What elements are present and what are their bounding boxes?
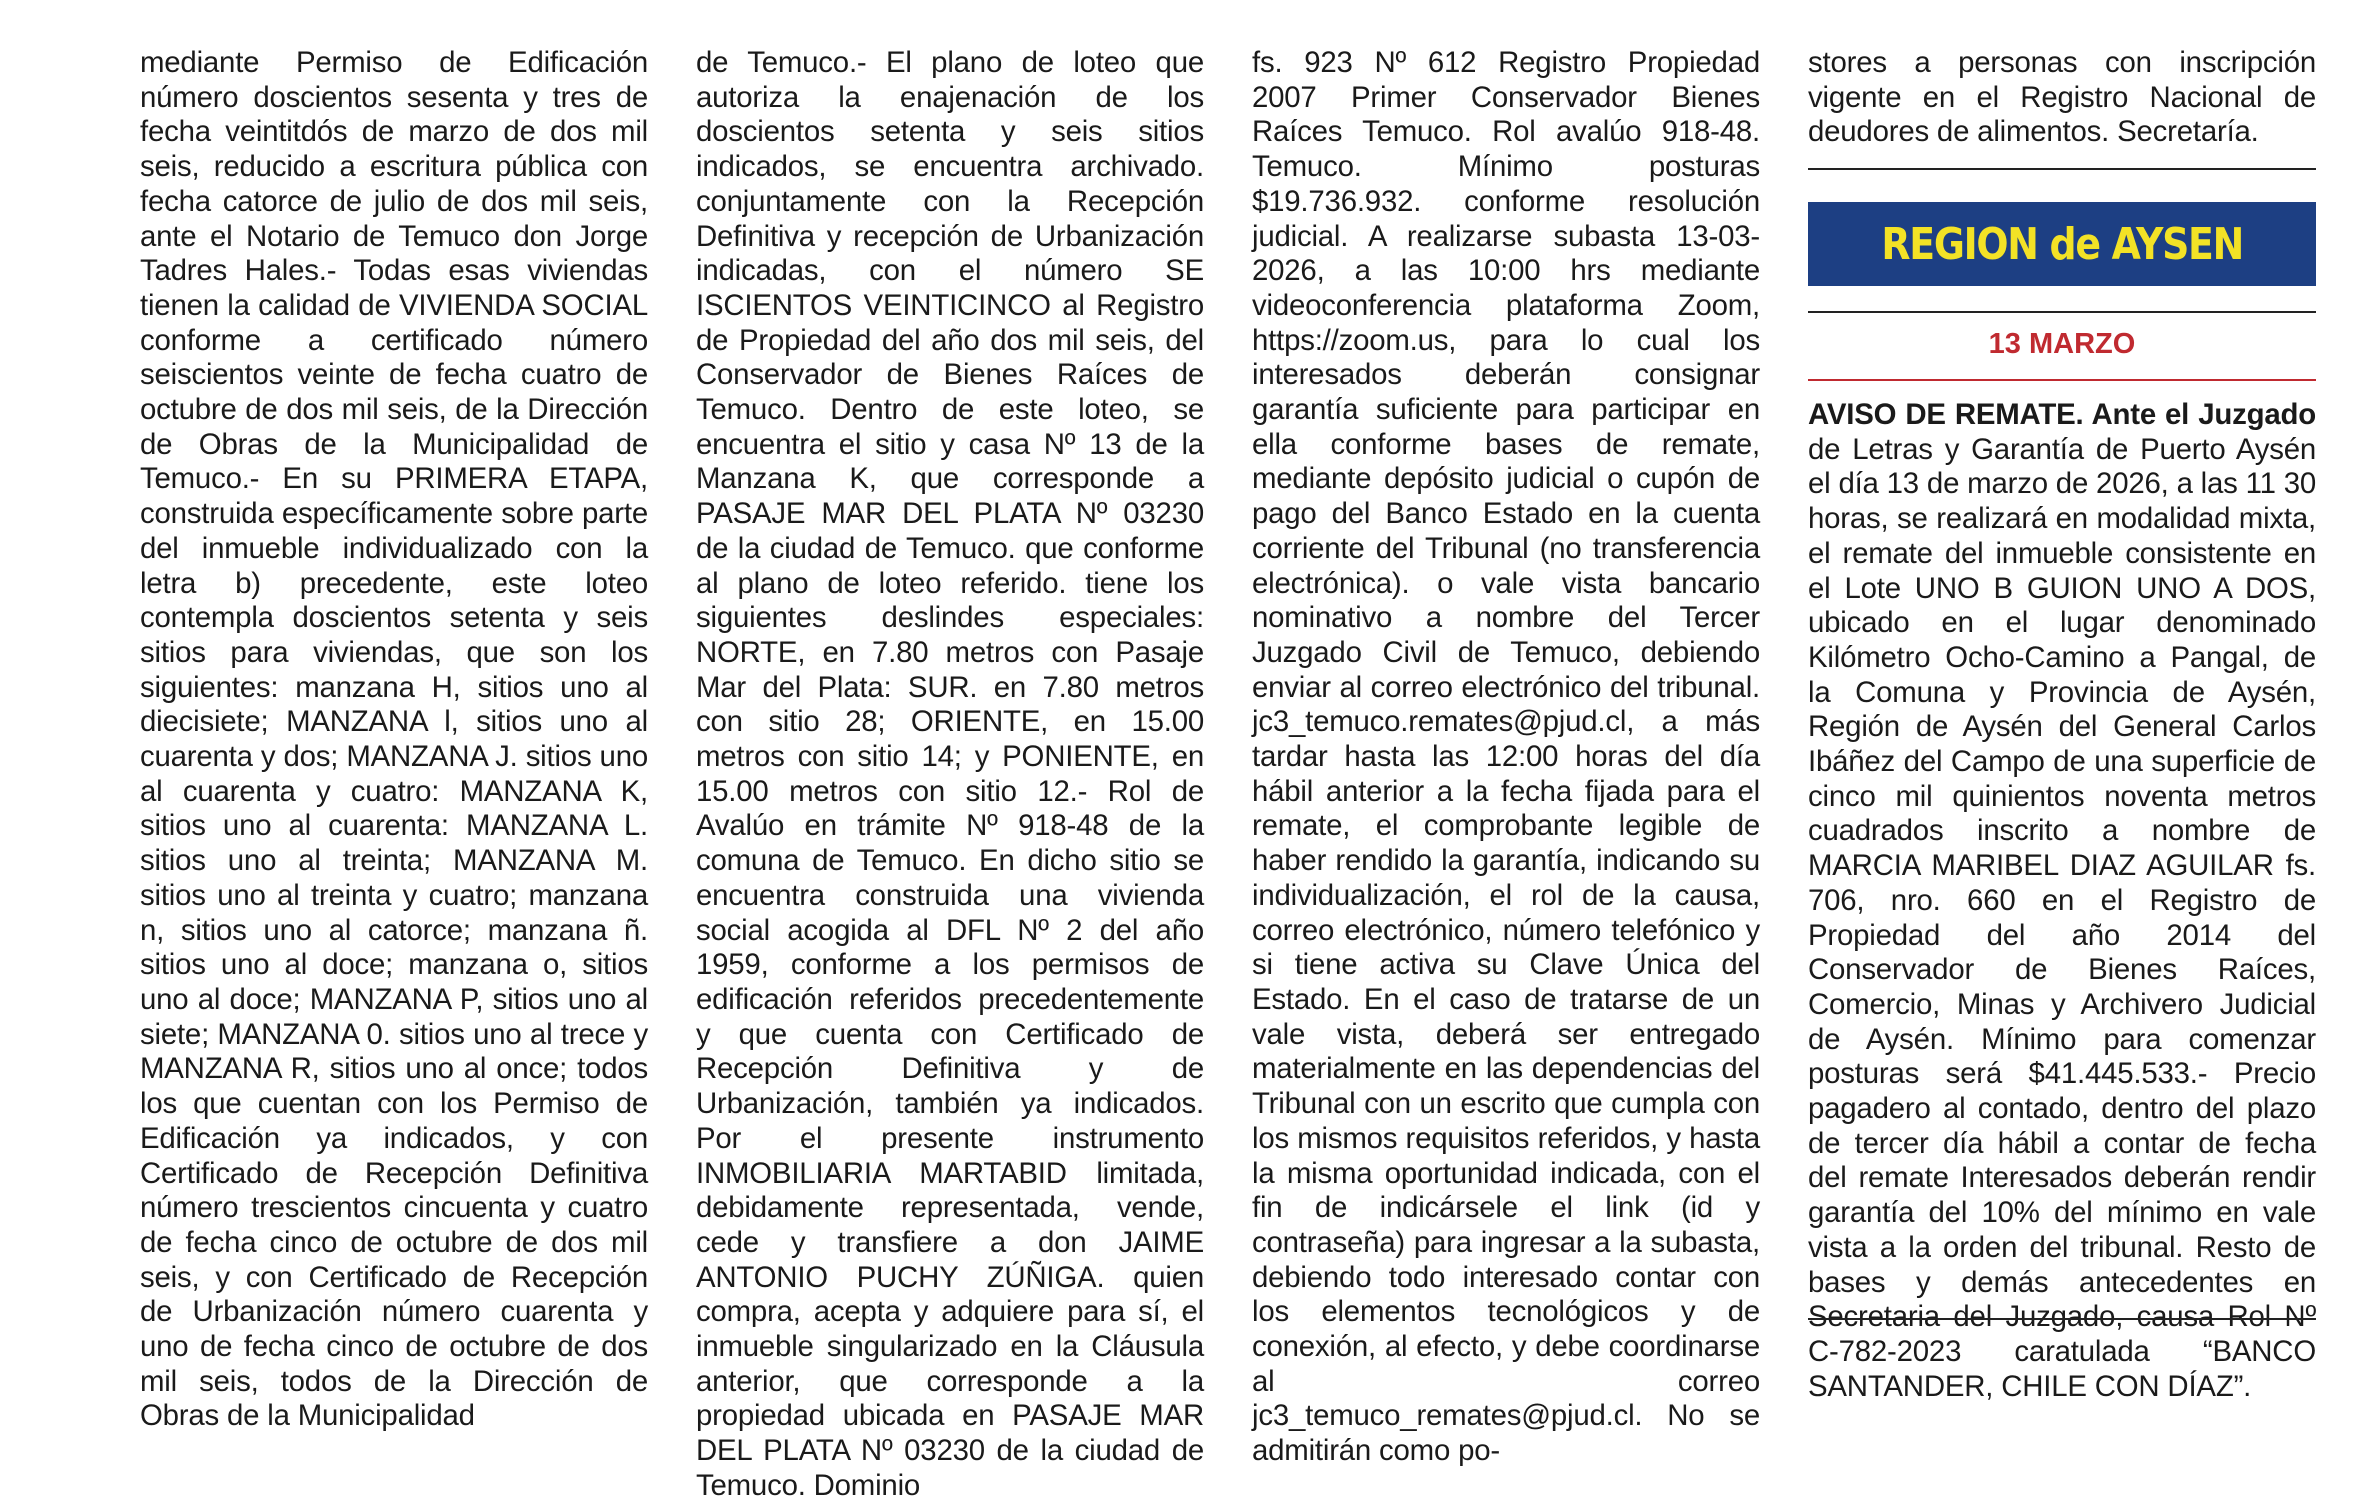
auction-notice-lead: AVISO DE REMATE. Ante el Juzgado [1808, 398, 2316, 431]
auction-notice [1808, 398, 2316, 1404]
column-3-text [1252, 46, 1760, 1469]
auction-notice-body: de Letras y Garantía de Puerto Aysén el día 13 de marzo de 2026, a las 11 30 horas, se realizará en modalidad mixta, el remate del inmueble consistente en el Lote UNO B GUION UNO A DOS, ubicado en el lugar denominado Kilómetro Ocho-Camino a Pangal, de la Comuna y Provincia de Aysén, Región de Aysén del General Carlos Ibáñez del Campo de una superficie de cinco mil quinientos noventa metros cuadrados inscrito a nombre de MARCIA MARIBEL DIAZ AGUILAR fs. 706, nro. 660 en el Registro de Propiedad del año 2014 del Conservador de Bienes Raíces, Comercio, Minas y Archivero Judicial de Aysén. Mínimo para comenzar posturas será $41.445.533.- Precio pagadero al contado, dentro del plazo de tercer día hábil a contar de fecha del remate Interesados deberán rendir garantía del 10% del mínimo en vale vista a la orden del tribunal. Resto de bases y demás antecedentes en Secretaria del Juzgado, causa Rol Nº C-782-2023 caratulada “BANCO SANTANDER, CHILE CON DÍAZ”. [1808, 432, 2316, 1403]
region-title: REGION de AYSEN [1881, 218, 2243, 270]
column-1-text [140, 46, 648, 1434]
column-2-paragraph: de Temuco.- El plano de loteo que autoriza la enajenación de los doscientos setenta y seis sitios indicados, se encuentra archivado. conjuntamente con la Recepción Definitiva y recepción de Urbanización indicadas, con el número SE ISCIENTOS VEINTICINCO al Registro de Propiedad del año dos mil seis, del Conservador de Bienes Raíces de Temuco. Dentro de este loteo, se encuentra el sitio y casa Nº 13 de la Manzana K, que corresponde a PASAJE MAR DEL PLATA Nº 03230 de la ciudad de Temuco. que conforme al plano de loteo referido. tiene los siguientes deslindes especiales: NORTE, en 7.80 metros con Pasaje Mar del Plata: SUR. en 7.80 metros con sitio 28; ORIENTE, en 15.00 metros con sitio 14; y PONIENTE, en 15.00 metros con sitio 12.- Rol de Avalúo en trámite Nº 918-48 de la comuna de Temuco. En dicho sitio se encuentra construida una vivienda social acogida al DFL Nº 2 del año 1959, conforme a los permisos de edificación referidos precedentemente y que cuenta con Certificado de Recepción Definitiva y de Urbanización, también ya indicados. Por el presente instrumento INMOBILIARIA MARTABID limitada, debidamente representada, vende, cede y transfiere a don JAIME ANTONIO PUCHY ZÚÑIGA. quien compra, acepta y adquiere para sí, el inmueble singularizado en la Cláusula anterior, que corresponde a la propiedad ubicada en PASAJE MAR DEL PLATA Nº 03230 de la ciudad de Temuco. Dominio [696, 46, 1204, 1502]
column-4-top-text [1808, 46, 2316, 150]
date-underline [1808, 379, 2316, 381]
section-divider-end [1808, 1318, 2316, 1320]
section-divider-top [1808, 168, 2316, 170]
column-4-top-paragraph: stores a personas con inscripción vigente en el Registro Nacional de deudores de alimentos. Secretaría. [1808, 46, 2316, 149]
column-2-text [696, 46, 1204, 1504]
auction-notice-paragraph [1808, 398, 2316, 1404]
date-header: 13 MARZO [1988, 328, 2136, 360]
column-1-paragraph: mediante Permiso de Edificación número doscientos sesenta y tres de fecha veintitdós de marzo de dos mil seis, reducido a escritura pública con fecha catorce de julio de dos mil seis, ante el Notario de Temuco don Jorge Tadres Hales.- Todas esas viviendas tienen la calidad de VIVIENDA SOCIAL conforme a certificado número seiscientos veinte de fecha cuatro de octubre de dos mil seis, de la Dirección de Obras de la Municipalidad de Temuco.- En su PRIMERA ETAPA, construida específicamente sobre parte del inmueble individualizado con la letra b) precedente, este loteo contempla doscientos setenta y seis sitios para viviendas, que son los siguientes: manzana H, sitios uno al diecisiete; MANZANA l, sitios uno al cuarenta y dos; MANZANA J. sitios uno al cuarenta y cuatro: MANZANA K, sitios uno al cuarenta: MANZANA L. sitios uno al treinta; MANZANA M. sitios uno al treinta y cuatro; manzana n, sitios uno al catorce; manzana ñ. sitios uno al doce; manzana o, sitios uno al doce; MANZANA P, sitios uno al siete; MANZANA 0. sitios uno al trece y MANZANA R, sitios uno al once; todos los que cuentan con los Permiso de Edificación ya indicados, y con Certificado de Recepción Definitiva número trescientos cincuenta y cuatro de fecha cinco de octubre de dos mil seis, y con Certificado de Recepción de Urbanización número cuarenta y uno de fecha cinco de octubre de dos mil seis, todos de la Dirección de Obras de la Municipalidad [140, 46, 648, 1433]
region-banner [1808, 202, 2316, 286]
column-3-paragraph: fs. 923 Nº 612 Registro Propiedad 2007 Primer Conservador Bienes Raíces Temuco. Rol avalúo 918-48. Temuco. Mínimo posturas $19.736.932. conforme resolución judicial. A realizarse subasta 13-03-2026, a las 10:00 hrs mediante videoconferencia plataforma Zoom, https://zoom.us, para lo cual los interesados deberán consignar garantía suficiente para participar en ella conforme bases de remate, mediante depósito judicial o cupón de pago del Banco Estado en la cuenta corriente del Tribunal (no transferencia electrónica). o vale vista bancario nominativo a nombre del Tercer Juzgado Civil de Temuco, debiendo enviar al correo electrónico del tribunal. jc3_temuco.remates@pjud.cl, a más tardar hasta las 12:00 horas del día hábil anterior a la fecha fijada para el remate, el comprobante legible de haber rendido la garantía, indicando su individualización, el rol de la causa, correo electrónico, número telefónico y si tiene activa su Clave Única del Estado. En el caso de tratarse de un vale vista, deberá ser entregado materialmente en las dependencias del Tribunal con un escrito que cumpla con los mismos requisitos referidos, y hasta la misma oportunidad indicada, con el fin de indicársele el link (id y contraseña) para ingresar a la subasta, debiendo todo interesado contar con los elementos tecnológicos y de conexión, al efecto, y debe coordinarse al correo jc3_temuco_remates@pjud.cl. No se admitirán como po- [1252, 46, 1760, 1468]
section-divider-bottom [1808, 311, 2316, 313]
